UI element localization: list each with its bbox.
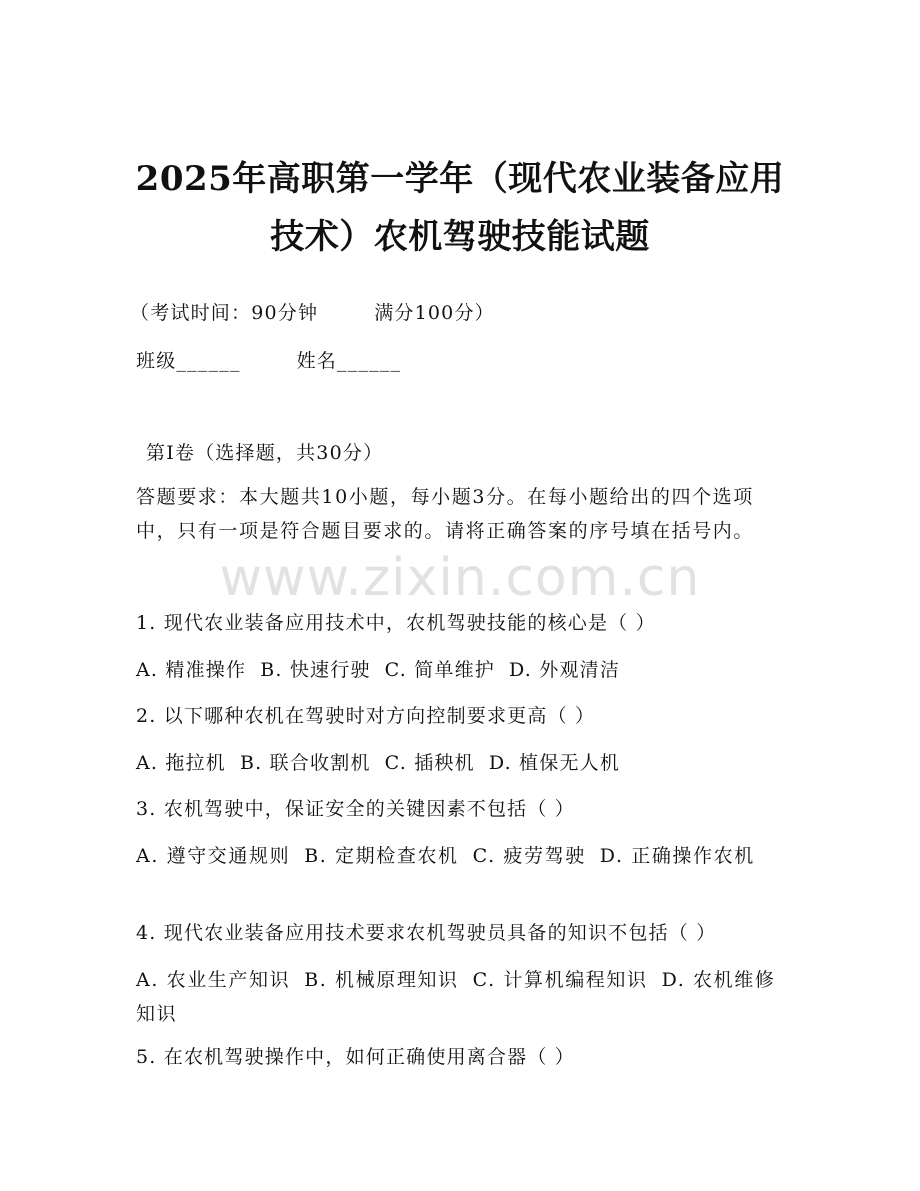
option: B. 定期检查农机	[304, 845, 459, 867]
option: C. 计算机编程知识	[472, 969, 648, 991]
question-options	[136, 653, 620, 687]
option: B. 机械原理知识	[304, 969, 459, 991]
question-stem: 3. 农机驾驶中，保证安全的关键因素不包括（ ）	[136, 798, 576, 820]
option: C. 疲劳驾驶	[472, 845, 586, 867]
exam-title: 2025年高职第一学年（现代农业装备应用技术）农机驾驶技能试题	[135, 159, 785, 257]
class-field: 班级______	[136, 350, 241, 372]
instructions: 答题要求：本大题共10小题，每小题3分。在每小题给出的四个选项中，只有一项是符合题目要求的。请将正确答案的序号填在括号内。	[136, 486, 755, 542]
question-options	[136, 746, 620, 780]
exam-time: （考试时间：90分钟	[130, 302, 319, 324]
option: D. 外观清洁	[509, 659, 621, 681]
option: D. 植保无人机	[488, 752, 621, 774]
question-stem: 2. 以下哪种农机在驾驶时对方向控制要求更高（ ）	[136, 705, 596, 727]
question-stem: 4. 现代农业装备应用技术要求农机驾驶员具备的知识不包括（ ）	[136, 922, 717, 944]
question-options	[136, 963, 776, 1031]
option: A. 拖拉机	[136, 752, 227, 774]
question-stem: 5. 在农机驾驶操作中，如何正确使用离合器（ ）	[136, 1046, 576, 1068]
exam-meta	[130, 296, 495, 330]
option: D. 农机维修知识	[136, 969, 776, 1025]
name-field: 姓名______	[296, 350, 402, 372]
question-stem: 1. 现代农业装备应用技术中，农机驾驶技能的核心是（ ）	[136, 612, 656, 634]
option: C. 简单维护	[384, 659, 495, 681]
question-options	[136, 839, 776, 873]
option: A. 遵守交通规则	[136, 845, 291, 867]
option: A. 精准操作	[136, 659, 247, 681]
option: C. 插秧机	[384, 752, 475, 774]
option: D. 正确操作农机	[599, 845, 755, 867]
option: A. 农业生产知识	[136, 969, 291, 991]
option: B. 快速行驶	[260, 659, 371, 681]
watermark: www.zixin.com.cn	[219, 548, 701, 608]
exam-full-score: 满分100分）	[374, 302, 495, 324]
section-heading: 第I卷（选择题，共30分）	[146, 442, 384, 464]
option: B. 联合收割机	[240, 752, 371, 774]
student-fields	[136, 344, 401, 378]
